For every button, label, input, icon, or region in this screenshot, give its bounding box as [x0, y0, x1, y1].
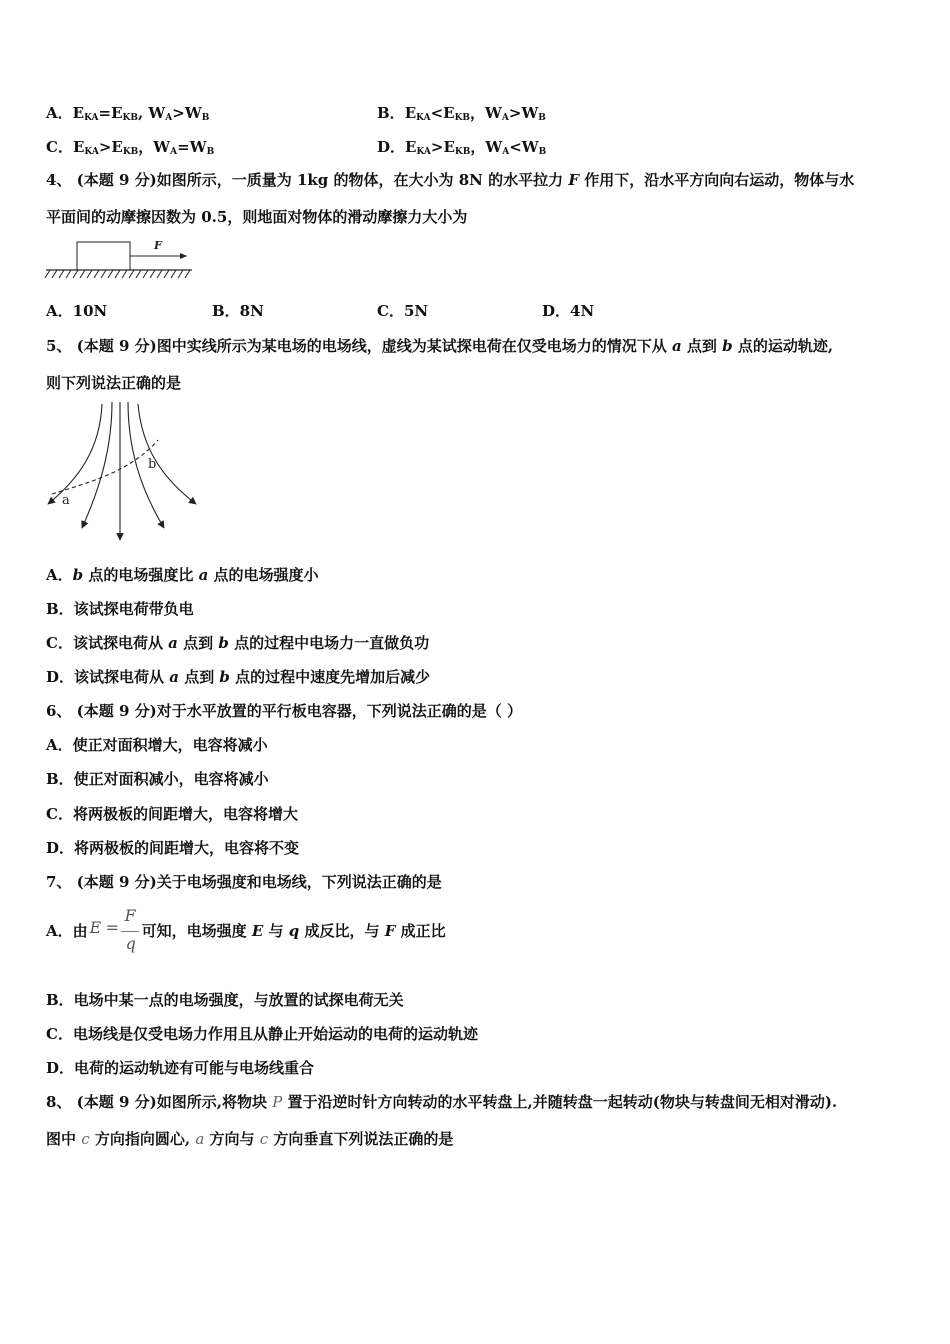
q4-option-c: C．5N	[377, 302, 429, 320]
field-line-5	[138, 404, 196, 504]
q4-stem-line1: 4、 (本题 9 分)如图所示，一质量为 1kg 的物体，在大小为 8N 的水平拉力 F 作用下，沿水平方向向右运动，物体与水	[46, 171, 855, 189]
ground-hatching	[45, 270, 190, 278]
q5-stem-line2: 则下列说法正确的是	[46, 374, 182, 392]
q3-option-c: C．$E_{KA}>E_{KB}$，$W_A=W_B$	[46, 138, 215, 157]
q6-option-c: C．将两极板的间距增大，电容将增大	[46, 805, 298, 823]
field-line-2	[82, 402, 112, 528]
q7-stem: 7、 (本题 9 分)关于电场强度和电场线，下列说法正确的是	[46, 873, 442, 891]
q5-option-a: A．b 点的电场强度比 a 点的电场强度小	[46, 566, 319, 584]
electric-field-figure	[40, 398, 210, 550]
q5-option-b: B．该试探电荷带负电	[46, 600, 194, 618]
force-arrowhead	[180, 253, 187, 259]
q3-option-d: D．$E_{KA}>E_{KB}$，$W_A<W_B$	[377, 138, 547, 157]
q6-option-b: B．使正对面积减小，电容将减小	[46, 770, 269, 788]
q7-option-d: D．电荷的运动轨迹有可能与电场线重合	[46, 1059, 315, 1077]
q6-option-d: D．将两极板的间距增大，电容将不变	[46, 839, 300, 857]
q7-option-a: A．由 E = F q 可知，电场强度 E 与 q 成反比，与 F 成正比	[46, 906, 446, 957]
field-line-1	[48, 404, 102, 504]
q7-option-b: B．电场中某一点的电场强度，与放置的试探电荷无关	[46, 991, 404, 1009]
q4-option-b: B．8N	[212, 302, 264, 320]
q4-option-a: A．10N	[46, 302, 108, 320]
q3-option-b: B．$E_{KA}<E_{KB}$，$W_A>W_B$	[377, 104, 546, 123]
q6-stem: 6、 (本题 9 分)对于水平放置的平行板电容器，下列说法正确的是（ ）	[46, 702, 522, 720]
block	[77, 242, 130, 270]
q8-stem-line1: 8、 (本题 9 分)如图所示,将物块 P 置于沿逆时针方向转动的水平转盘上,并随转盘一起转动(物块与转盘间无相对滑动).	[46, 1093, 838, 1111]
q4-stem-line2: 平面间的动摩擦因数为 0.5，则地面对物体的滑动摩擦力大小为	[46, 208, 468, 226]
force-label: F	[154, 239, 162, 252]
formula-e-equals-f-over-q: E = F q	[88, 907, 142, 957]
q5-option-c: C．该试探电荷从 a 点到 b 点的过程中电场力一直做负功	[46, 634, 430, 652]
q4-option-d: D．4N	[542, 302, 595, 320]
block-on-ground-figure	[44, 236, 194, 282]
q7-option-c: C．电场线是仅受电场力作用且从静止开始运动的电荷的运动轨迹	[46, 1025, 478, 1043]
q8-stem-line2: 图中 c 方向指向圆心, a 方向与 c 方向垂直下列说法正确的是	[46, 1130, 454, 1148]
point-a-label: a	[62, 493, 70, 508]
fraction-bar	[121, 931, 139, 932]
q5-option-d: D．该试探电荷从 a 点到 b 点的过程中速度先增加后减少	[46, 668, 431, 686]
q6-option-a: A．使正对面积增大，电容将减小	[46, 736, 268, 754]
q3-option-a: A．$E_{KA}=E_{KB}$, $W_A>W_B$	[46, 104, 210, 123]
q5-stem-line1: 5、 (本题 9 分)图中实线所示为某电场的电场线，虚线为某试探电荷在仅受电场力的情况下从 a 点到 b 点的运动轨迹,	[46, 337, 834, 355]
point-b-label: b	[148, 457, 157, 472]
